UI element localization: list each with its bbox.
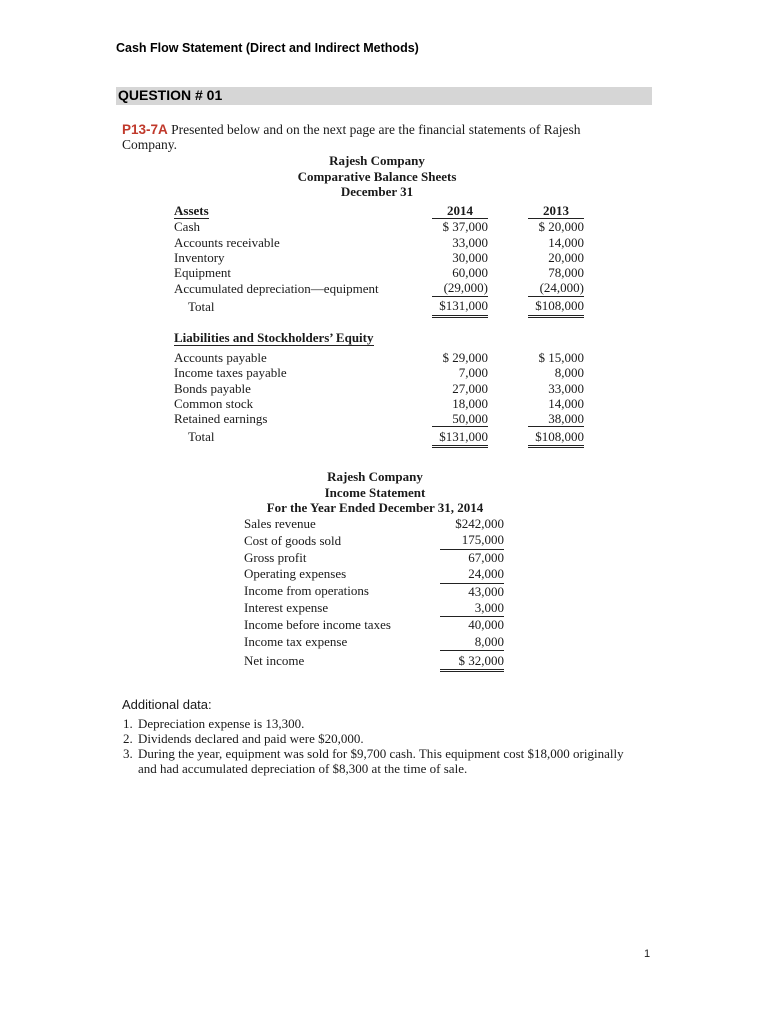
row-value-2013: 20,000 xyxy=(548,249,584,265)
table-row xyxy=(174,265,584,280)
table-row xyxy=(244,549,504,565)
page-number: 1 xyxy=(644,948,651,960)
total-label: Total xyxy=(188,429,215,445)
table-row xyxy=(174,396,584,411)
liabilities-heading: Liabilities and Stockholders’ Equity xyxy=(174,330,374,345)
row-value-2014: (29,000) xyxy=(432,280,488,296)
additional-data xyxy=(122,697,642,776)
income-statement-table xyxy=(244,516,504,672)
assets-table xyxy=(174,203,584,318)
additional-list xyxy=(122,716,642,776)
is-company: Rajesh Company xyxy=(327,469,423,484)
row-label: Net income xyxy=(244,653,305,669)
row-label: Sales revenue xyxy=(244,516,316,531)
row-value-2013: 33,000 xyxy=(548,380,584,396)
row-label: Income before income taxes xyxy=(244,617,391,633)
row-label: Accumulated depreciation—equipment xyxy=(174,280,379,296)
bs-company: Rajesh Company xyxy=(329,153,425,168)
assets-heading: Assets xyxy=(174,203,209,219)
table-row xyxy=(244,565,504,583)
total-2014: $131,000 xyxy=(432,427,488,447)
table-row xyxy=(174,250,584,265)
table-row xyxy=(244,531,504,549)
row-value: 8,000 xyxy=(440,633,504,651)
row-value-2013: $ 20,000 xyxy=(538,219,584,235)
problem-id: P13-7A xyxy=(122,122,168,137)
row-label: Income from operations xyxy=(244,583,369,599)
row-value-2013: 14,000 xyxy=(548,395,584,411)
total-2013: $108,000 xyxy=(528,296,584,316)
table-row xyxy=(174,350,584,365)
row-label: Retained earnings xyxy=(174,411,268,427)
table-row xyxy=(174,235,584,250)
table-row-total xyxy=(174,296,584,316)
row-label: Income tax expense xyxy=(244,634,348,650)
table-row xyxy=(174,365,584,380)
question-heading-bar xyxy=(116,87,652,105)
table-row xyxy=(244,516,504,531)
row-label: Operating expenses xyxy=(244,566,347,582)
income-statement-heading xyxy=(244,469,506,516)
row-value-2014: 60,000 xyxy=(452,265,488,281)
row-value: 24,000 xyxy=(440,565,504,583)
table-row-total xyxy=(174,427,584,447)
row-value-2014: 30,000 xyxy=(452,249,488,265)
table-row-total xyxy=(244,651,504,671)
table-row xyxy=(244,583,504,599)
row-value: $242,000 xyxy=(455,516,504,531)
row-label: Accounts payable xyxy=(174,350,267,365)
table-row xyxy=(174,280,584,296)
list-item: 3. During the year, equipment was sold for $9,700 cash. This equipment cost $18,000 originally and had accumulated depreciation of $8,300 at the time of sale. xyxy=(136,746,642,776)
problem-text: Presented below and on the next page are the financial statements of Rajesh Company. xyxy=(122,122,581,152)
row-value: 67,000 xyxy=(468,549,504,565)
row-label: Bonds payable xyxy=(174,380,251,396)
row-label: Common stock xyxy=(174,395,254,411)
row-value: $ 32,000 xyxy=(440,651,504,671)
total-2014: $131,000 xyxy=(432,296,488,316)
document-title: Cash Flow Statement (Direct and Indirect Methods) xyxy=(116,41,419,55)
row-label: Cash xyxy=(174,219,200,235)
row-value: 40,000 xyxy=(468,617,504,633)
list-item: 1. Depreciation expense is 13,300. xyxy=(136,716,642,731)
table-row xyxy=(174,411,584,427)
list-item: 2. Dividends declared and paid were $20,000. xyxy=(136,731,642,746)
row-value: 43,000 xyxy=(468,583,504,599)
row-value-2014: 33,000 xyxy=(452,234,488,250)
additional-heading: Additional data: xyxy=(122,697,212,712)
bs-title: Comparative Balance Sheets xyxy=(297,168,457,184)
row-value: 3,000 xyxy=(440,599,504,617)
row-value-2014: 50,000 xyxy=(432,411,488,427)
table-row xyxy=(174,219,584,235)
balance-sheet-heading xyxy=(174,153,580,200)
row-value-2014: $ 37,000 xyxy=(442,219,488,235)
row-value-2013: 8,000 xyxy=(554,365,584,381)
table-row xyxy=(244,599,504,617)
row-label: Cost of goods sold xyxy=(244,532,342,548)
col-2014: 2014 xyxy=(432,203,488,219)
row-value-2014: $ 29,000 xyxy=(442,350,488,365)
problem-intro xyxy=(122,122,637,152)
row-value-2013: 14,000 xyxy=(548,234,584,250)
col-2013: 2013 xyxy=(528,203,584,219)
table-row xyxy=(174,381,584,396)
row-value-2014: 18,000 xyxy=(452,395,488,411)
liabilities-table xyxy=(174,330,584,448)
question-label: QUESTION # 01 xyxy=(118,87,223,103)
total-2013: $108,000 xyxy=(528,427,584,447)
row-value-2014: 7,000 xyxy=(458,365,488,381)
row-label: Income taxes payable xyxy=(174,365,287,381)
row-value-2014: 27,000 xyxy=(452,380,488,396)
row-label: Accounts receivable xyxy=(174,234,280,250)
table-row xyxy=(244,633,504,651)
total-label: Total xyxy=(188,298,215,314)
table-row xyxy=(244,617,504,633)
row-value-2013: (24,000) xyxy=(528,280,584,296)
row-label: Equipment xyxy=(174,265,232,281)
row-value-2013: 38,000 xyxy=(528,411,584,427)
row-value: 175,000 xyxy=(440,531,504,549)
row-value-2013: $ 15,000 xyxy=(538,350,584,365)
row-label: Interest expense xyxy=(244,600,329,616)
is-title: Income Statement xyxy=(324,484,426,500)
bs-date: December 31 xyxy=(340,184,414,199)
row-value-2013: 78,000 xyxy=(548,265,584,281)
is-period: For the Year Ended December 31, 2014 xyxy=(266,500,484,515)
row-label: Gross profit xyxy=(244,549,307,565)
row-label: Inventory xyxy=(174,249,225,265)
